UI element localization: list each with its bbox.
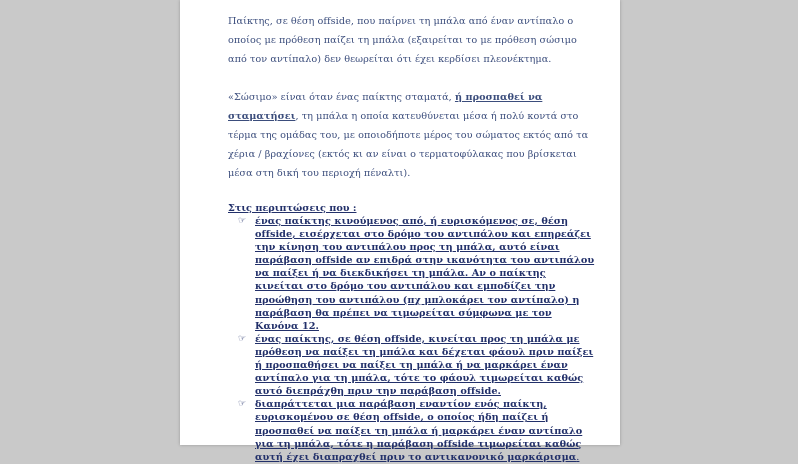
paragraph-save-text-end: , τη μπάλα η οποία κατευθύνεται μέσα ή πολύ κοντά στο τέρμα της ομάδας του, με οποιοδήποτε μέρος του σώματος εκτός από τα χέρια / βραχίονες (εκτός κι αν είναι ο τερματοφύλακας που βρίσκεται μέσα στη δική του περιοχή πέναλτι). xyxy=(228,111,589,179)
document-content xyxy=(228,12,596,464)
case-text: ένας παίκτης κινούμενος από, ή ευρισκόμενος σε, θέση offside, εισέρχεται στο δρόμο του αντιπάλου και επηρεάζει την κίνηση του αντιπάλου προς τη μπάλα, αυτό είναι παράβαση offside αν επιδρά στην ικανότητα του αντιπάλου να παίξει ή να διεκδικήσει τη μπάλα. Αν ο παίκτης κινείται στο δρόμο του αντιπάλου και εμποδίζει την προώθηση του αντιπάλου (πχ μπλοκάρει τον αντίπαλο) η παράβαση θα πρέπει να τιμωρείται σύμφωνα με τον Κανόνα 12. xyxy=(255,216,595,332)
paragraph-spacer xyxy=(228,69,596,88)
pointing-hand-icon: ☞ xyxy=(238,216,247,226)
paragraph-save-text-start: «Σώσιμο» είναι όταν ένας παίκτης σταματά, xyxy=(228,92,455,103)
paragraph-advantage: Παίκτης, σε θέση offside, που παίρνει τη μπάλα από έναν αντίπαλο ο οποίος με πρόθεση παίζει τη μπάλα (εξαιρείται το με πρόθεση σώσιμο από τον αντίπαλο) δεν θεωρείται ότι έχει κερδίσει πλεονέκτημα. xyxy=(228,16,577,65)
pointing-hand-icon: ☞ xyxy=(238,399,247,410)
paragraph-save-emphasis: ή προσπαθεί να σταματήσει xyxy=(228,92,543,122)
paragraph-spacer xyxy=(228,183,596,202)
paragraph-save-definition xyxy=(228,88,596,183)
case-item-2 xyxy=(228,333,596,398)
cases-heading: Στις περιπτώσεις που : xyxy=(228,203,357,214)
document-page xyxy=(180,0,620,463)
cases-list xyxy=(228,215,596,464)
case-item-1 xyxy=(228,215,596,333)
case-text: ένας παίκτης, σε θέση offside, κινείται προς τη μπάλα με πρόθεση να παίξει τη μπάλα και δέχεται φάουλ πριν παίξει ή προσπαθήσει να παίξει τη μπάλα ή να μαρκάρει έναν αντίπαλο για τη μπάλα, τότε το φάουλ τιμωρείται καθώς αυτό διεπράχθη πριν την παράβαση offside. xyxy=(255,333,594,398)
case-text: διαπράττεται μια παράβαση εναντίον ενός παίκτη, ευρισκομένου σε θέση offside, ο οποίος ήδη παίζει ή προσπαθεί να παίξει τη μπάλα ή μαρκάρει έναν αντίπαλο για τη μπάλα, τότε η παράβαση offside τιμωρείται καθώς αυτή έχει διαπραχθεί πριν το αντικανονικό μαρκάρισμα xyxy=(255,399,583,463)
pointing-hand-icon: ☞ xyxy=(238,333,247,344)
case-tail: . xyxy=(576,451,580,463)
case-item-3 xyxy=(228,398,596,463)
